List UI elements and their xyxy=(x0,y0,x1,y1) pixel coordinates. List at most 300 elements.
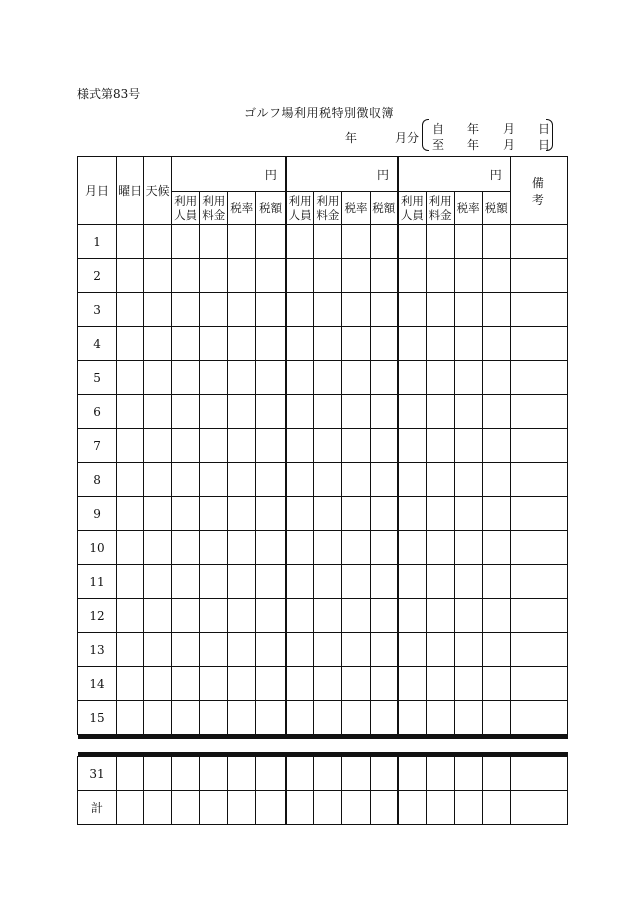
entry-cell[interactable] xyxy=(286,565,314,599)
entry-cell[interactable] xyxy=(286,497,314,531)
entry-cell[interactable] xyxy=(510,463,567,497)
entry-cell[interactable] xyxy=(286,225,314,259)
entry-cell[interactable] xyxy=(370,791,398,825)
entry-cell[interactable] xyxy=(286,429,314,463)
entry-cell[interactable] xyxy=(454,259,482,293)
entry-cell[interactable] xyxy=(342,667,370,701)
entry-cell[interactable] xyxy=(256,259,286,293)
entry-cell[interactable] xyxy=(398,225,426,259)
entry-cell[interactable] xyxy=(370,225,398,259)
entry-cell[interactable] xyxy=(342,429,370,463)
entry-cell[interactable] xyxy=(256,565,286,599)
entry-cell[interactable] xyxy=(398,701,426,735)
entry-cell[interactable] xyxy=(228,361,256,395)
entry-cell[interactable] xyxy=(482,327,510,361)
period-from-label: 自 xyxy=(432,122,445,136)
period-year-label: 年 xyxy=(345,131,358,145)
entry-cell[interactable] xyxy=(314,361,342,395)
entry-cell[interactable] xyxy=(482,497,510,531)
entry-cell[interactable] xyxy=(172,565,200,599)
header-tax-2: 税額 xyxy=(370,192,398,225)
entry-cell[interactable] xyxy=(510,361,567,395)
entry-cell[interactable] xyxy=(370,497,398,531)
entry-cell[interactable] xyxy=(228,531,256,565)
period-from-year: 年 xyxy=(467,122,480,136)
entry-cell[interactable] xyxy=(172,429,200,463)
entry-cell[interactable] xyxy=(342,225,370,259)
entry-cell[interactable] xyxy=(314,565,342,599)
entry-cell[interactable] xyxy=(342,327,370,361)
entry-cell[interactable] xyxy=(286,463,314,497)
day-row xyxy=(78,463,568,497)
entry-cell[interactable] xyxy=(454,361,482,395)
entry-cell[interactable] xyxy=(314,225,342,259)
entry-cell[interactable] xyxy=(426,463,454,497)
row-label: 9 xyxy=(78,497,117,531)
entry-cell[interactable] xyxy=(510,599,567,633)
entry-cell[interactable] xyxy=(398,565,426,599)
entry-cell[interactable] xyxy=(426,429,454,463)
day-row xyxy=(78,429,568,463)
entry-cell[interactable] xyxy=(256,531,286,565)
entry-cell[interactable] xyxy=(510,633,567,667)
entry-cell[interactable] xyxy=(144,531,172,565)
entry-cell[interactable] xyxy=(342,633,370,667)
entry-cell[interactable] xyxy=(228,757,256,791)
header-tax-1: 税額 xyxy=(256,192,286,225)
entry-cell[interactable] xyxy=(228,259,256,293)
entry-cell[interactable] xyxy=(482,225,510,259)
entry-cell[interactable] xyxy=(510,791,567,825)
entry-cell[interactable] xyxy=(200,633,228,667)
row-label: 31 xyxy=(78,757,117,791)
entry-cell[interactable] xyxy=(228,633,256,667)
entry-cell[interactable] xyxy=(256,667,286,701)
entry-cell[interactable] xyxy=(117,531,144,565)
entry-cell[interactable] xyxy=(117,429,144,463)
entry-cell[interactable] xyxy=(482,791,510,825)
entry-cell[interactable] xyxy=(200,327,228,361)
entry-cell[interactable] xyxy=(482,565,510,599)
period-to-year: 年 xyxy=(467,138,480,152)
entry-cell[interactable] xyxy=(342,395,370,429)
entry-cell[interactable] xyxy=(370,327,398,361)
day-row xyxy=(78,701,568,735)
entry-cell[interactable] xyxy=(370,701,398,735)
entry-cell[interactable] xyxy=(342,463,370,497)
row-label: 計 xyxy=(78,791,117,825)
entry-cell[interactable] xyxy=(200,259,228,293)
entry-cell[interactable] xyxy=(228,599,256,633)
entry-cell[interactable] xyxy=(342,565,370,599)
entry-cell[interactable] xyxy=(314,327,342,361)
entry-cell[interactable] xyxy=(256,701,286,735)
row-label: 1 xyxy=(78,225,117,259)
entry-cell[interactable] xyxy=(256,361,286,395)
entry-cell[interactable] xyxy=(426,225,454,259)
row-label: 13 xyxy=(78,633,117,667)
entry-cell[interactable] xyxy=(314,259,342,293)
entry-cell[interactable] xyxy=(228,293,256,327)
entry-cell[interactable] xyxy=(144,225,172,259)
entry-cell[interactable] xyxy=(370,667,398,701)
entry-cell[interactable] xyxy=(256,757,286,791)
entry-cell[interactable] xyxy=(228,395,256,429)
day-row xyxy=(78,361,568,395)
entry-cell[interactable] xyxy=(117,565,144,599)
entry-cell[interactable] xyxy=(286,599,314,633)
entry-cell[interactable] xyxy=(172,791,200,825)
period-from-month: 月 xyxy=(503,122,516,136)
period-from-day: 日 xyxy=(538,122,551,136)
entry-cell[interactable] xyxy=(172,701,200,735)
entry-cell[interactable] xyxy=(342,701,370,735)
row-label: 12 xyxy=(78,599,117,633)
entry-cell[interactable] xyxy=(117,293,144,327)
entry-cell[interactable] xyxy=(398,463,426,497)
day-row xyxy=(78,395,568,429)
entry-cell[interactable] xyxy=(200,667,228,701)
row-label: 4 xyxy=(78,327,117,361)
entry-cell[interactable] xyxy=(200,463,228,497)
entry-cell[interactable] xyxy=(426,565,454,599)
entry-cell[interactable] xyxy=(228,429,256,463)
period-to-label: 至 xyxy=(432,138,445,152)
entry-cell[interactable] xyxy=(172,599,200,633)
day-row xyxy=(78,327,568,361)
entry-cell[interactable] xyxy=(256,463,286,497)
entry-cell[interactable] xyxy=(286,259,314,293)
entry-cell[interactable] xyxy=(117,633,144,667)
entry-cell[interactable] xyxy=(398,633,426,667)
entry-cell[interactable] xyxy=(510,259,567,293)
entry-cell[interactable] xyxy=(314,531,342,565)
entry-cell[interactable] xyxy=(144,259,172,293)
header-users-1: 利用 人員 xyxy=(172,192,200,225)
entry-cell[interactable] xyxy=(398,361,426,395)
entry-cell[interactable] xyxy=(144,667,172,701)
header-yen-group-3: 円 xyxy=(398,157,510,192)
entry-cell[interactable] xyxy=(398,395,426,429)
entry-cell[interactable] xyxy=(482,701,510,735)
entry-cell[interactable] xyxy=(200,361,228,395)
entry-cell[interactable] xyxy=(228,791,256,825)
entry-cell[interactable] xyxy=(482,395,510,429)
entry-cell[interactable] xyxy=(286,791,314,825)
entry-cell[interactable] xyxy=(426,667,454,701)
entry-cell[interactable] xyxy=(454,429,482,463)
entry-cell[interactable] xyxy=(314,429,342,463)
row-label: 7 xyxy=(78,429,117,463)
entry-cell[interactable] xyxy=(454,225,482,259)
entry-cell[interactable] xyxy=(314,293,342,327)
form-number: 様式第83号 xyxy=(77,87,141,101)
entry-cell[interactable] xyxy=(200,599,228,633)
period-to-month: 月 xyxy=(503,138,516,152)
entry-cell[interactable] xyxy=(117,463,144,497)
entry-cell[interactable] xyxy=(370,293,398,327)
entry-cell[interactable] xyxy=(510,757,567,791)
period-month-label: 月分 xyxy=(395,131,420,145)
entry-cell[interactable] xyxy=(398,531,426,565)
entry-cell[interactable] xyxy=(117,791,144,825)
entry-cell[interactable] xyxy=(370,531,398,565)
entry-cell[interactable] xyxy=(117,259,144,293)
entry-cell[interactable] xyxy=(454,327,482,361)
entry-cell[interactable] xyxy=(342,259,370,293)
entry-cell[interactable] xyxy=(200,497,228,531)
entry-cell[interactable] xyxy=(426,327,454,361)
entry-cell[interactable] xyxy=(256,599,286,633)
entry-cell[interactable] xyxy=(200,565,228,599)
entry-cell[interactable] xyxy=(172,667,200,701)
entry-cell[interactable] xyxy=(286,361,314,395)
entry-cell[interactable] xyxy=(200,791,228,825)
entry-cell[interactable] xyxy=(228,565,256,599)
entry-cell[interactable] xyxy=(510,429,567,463)
entry-cell[interactable] xyxy=(117,757,144,791)
entry-cell[interactable] xyxy=(398,293,426,327)
entry-cell[interactable] xyxy=(426,757,454,791)
entry-cell[interactable] xyxy=(426,531,454,565)
entry-cell[interactable] xyxy=(256,395,286,429)
entry-cell[interactable] xyxy=(200,395,228,429)
entry-cell[interactable] xyxy=(144,429,172,463)
entry-cell[interactable] xyxy=(172,463,200,497)
entry-cell[interactable] xyxy=(398,327,426,361)
entry-cell[interactable] xyxy=(200,225,228,259)
entry-cell[interactable] xyxy=(228,225,256,259)
entry-cell[interactable] xyxy=(256,497,286,531)
entry-cell[interactable] xyxy=(256,791,286,825)
entry-cell[interactable] xyxy=(482,463,510,497)
entry-cell[interactable] xyxy=(510,327,567,361)
entry-cell[interactable] xyxy=(510,701,567,735)
entry-cell[interactable] xyxy=(172,327,200,361)
entry-cell[interactable] xyxy=(398,497,426,531)
entry-cell[interactable] xyxy=(370,565,398,599)
entry-cell[interactable] xyxy=(144,701,172,735)
entry-cell[interactable] xyxy=(454,667,482,701)
entry-cell[interactable] xyxy=(228,667,256,701)
entry-cell[interactable] xyxy=(117,395,144,429)
entry-cell[interactable] xyxy=(370,757,398,791)
entry-cell[interactable] xyxy=(117,361,144,395)
entry-cell[interactable] xyxy=(426,361,454,395)
entry-cell[interactable] xyxy=(172,361,200,395)
entry-cell[interactable] xyxy=(482,531,510,565)
entry-cell[interactable] xyxy=(342,293,370,327)
entry-cell[interactable] xyxy=(482,293,510,327)
entry-cell[interactable] xyxy=(144,497,172,531)
entry-cell[interactable] xyxy=(398,429,426,463)
entry-cell[interactable] xyxy=(510,565,567,599)
entry-cell[interactable] xyxy=(286,293,314,327)
entry-cell[interactable] xyxy=(482,429,510,463)
entry-cell[interactable] xyxy=(200,757,228,791)
row-label: 5 xyxy=(78,361,117,395)
entry-cell[interactable] xyxy=(172,225,200,259)
day-row xyxy=(78,531,568,565)
entry-cell[interactable] xyxy=(117,667,144,701)
entry-cell[interactable] xyxy=(256,327,286,361)
entry-cell[interactable] xyxy=(117,327,144,361)
entry-cell[interactable] xyxy=(286,633,314,667)
entry-cell[interactable] xyxy=(228,463,256,497)
entry-cell[interactable] xyxy=(172,395,200,429)
entry-cell[interactable] xyxy=(314,633,342,667)
entry-cell[interactable] xyxy=(228,497,256,531)
entry-cell[interactable] xyxy=(286,701,314,735)
entry-cell[interactable] xyxy=(286,757,314,791)
entry-cell[interactable] xyxy=(144,293,172,327)
entry-cell[interactable] xyxy=(426,599,454,633)
day-row-31 xyxy=(78,757,568,791)
entry-cell[interactable] xyxy=(314,667,342,701)
entry-cell[interactable] xyxy=(454,293,482,327)
entry-cell[interactable] xyxy=(144,565,172,599)
entry-cell[interactable] xyxy=(398,757,426,791)
entry-cell[interactable] xyxy=(314,791,342,825)
entry-cell[interactable] xyxy=(144,395,172,429)
entry-cell[interactable] xyxy=(398,259,426,293)
entry-cell[interactable] xyxy=(117,701,144,735)
entry-cell[interactable] xyxy=(454,633,482,667)
entry-cell[interactable] xyxy=(482,633,510,667)
entry-cell[interactable] xyxy=(426,791,454,825)
entry-cell[interactable] xyxy=(454,565,482,599)
entry-cell[interactable] xyxy=(144,633,172,667)
entry-cell[interactable] xyxy=(172,293,200,327)
row-label: 14 xyxy=(78,667,117,701)
entry-cell[interactable] xyxy=(510,293,567,327)
entry-cell[interactable] xyxy=(200,429,228,463)
entry-cell[interactable] xyxy=(172,259,200,293)
entry-cell[interactable] xyxy=(370,361,398,395)
row-label: 3 xyxy=(78,293,117,327)
entry-cell[interactable] xyxy=(286,327,314,361)
entry-cell[interactable] xyxy=(117,497,144,531)
header-yen-group-2: 円 xyxy=(286,157,398,192)
entry-cell[interactable] xyxy=(144,791,172,825)
row-label: 8 xyxy=(78,463,117,497)
header-fee-2: 利用 料金 xyxy=(314,192,342,225)
entry-cell[interactable] xyxy=(370,599,398,633)
entry-cell[interactable] xyxy=(172,633,200,667)
entry-cell[interactable] xyxy=(370,429,398,463)
header-rate-3: 税率 xyxy=(454,192,482,225)
entry-cell[interactable] xyxy=(454,497,482,531)
entry-cell[interactable] xyxy=(398,667,426,701)
entry-cell[interactable] xyxy=(144,757,172,791)
entry-cell[interactable] xyxy=(482,599,510,633)
entry-cell[interactable] xyxy=(426,293,454,327)
day-row xyxy=(78,633,568,667)
entry-cell[interactable] xyxy=(482,259,510,293)
entry-cell[interactable] xyxy=(200,701,228,735)
entry-cell[interactable] xyxy=(172,757,200,791)
entry-cell[interactable] xyxy=(454,395,482,429)
entry-cell[interactable] xyxy=(426,701,454,735)
entry-cell[interactable] xyxy=(342,531,370,565)
entry-cell[interactable] xyxy=(286,395,314,429)
entry-cell[interactable] xyxy=(172,497,200,531)
entry-cell[interactable] xyxy=(117,599,144,633)
entry-cell[interactable] xyxy=(144,463,172,497)
entry-cell[interactable] xyxy=(342,361,370,395)
entry-cell[interactable] xyxy=(454,791,482,825)
period-brace-left xyxy=(422,119,429,151)
entry-cell[interactable] xyxy=(144,599,172,633)
entry-cell[interactable] xyxy=(426,497,454,531)
entry-cell[interactable] xyxy=(228,701,256,735)
entry-cell[interactable] xyxy=(454,463,482,497)
entry-cell[interactable] xyxy=(510,497,567,531)
entry-cell[interactable] xyxy=(426,633,454,667)
entry-cell[interactable] xyxy=(370,259,398,293)
entry-cell[interactable] xyxy=(314,757,342,791)
day-row xyxy=(78,225,568,259)
entry-cell[interactable] xyxy=(454,757,482,791)
entry-cell[interactable] xyxy=(370,633,398,667)
entry-cell[interactable] xyxy=(286,531,314,565)
entry-cell[interactable] xyxy=(370,463,398,497)
entry-cell[interactable] xyxy=(200,293,228,327)
row-label: 2 xyxy=(78,259,117,293)
entry-cell[interactable] xyxy=(200,531,228,565)
header-fee-1: 利用 料金 xyxy=(200,192,228,225)
entry-cell[interactable] xyxy=(454,701,482,735)
entry-cell[interactable] xyxy=(510,395,567,429)
entry-cell[interactable] xyxy=(426,395,454,429)
entry-cell[interactable] xyxy=(256,633,286,667)
entry-cell[interactable] xyxy=(426,259,454,293)
entry-cell[interactable] xyxy=(342,497,370,531)
entry-cell[interactable] xyxy=(256,293,286,327)
entry-cell[interactable] xyxy=(286,667,314,701)
entry-cell[interactable] xyxy=(314,599,342,633)
entry-cell[interactable] xyxy=(314,701,342,735)
entry-cell[interactable] xyxy=(398,791,426,825)
entry-cell[interactable] xyxy=(370,395,398,429)
entry-cell[interactable] xyxy=(454,599,482,633)
entry-cell[interactable] xyxy=(482,667,510,701)
entry-cell[interactable] xyxy=(342,599,370,633)
entry-cell[interactable] xyxy=(314,463,342,497)
entry-cell[interactable] xyxy=(482,361,510,395)
entry-cell[interactable] xyxy=(144,327,172,361)
entry-cell[interactable] xyxy=(256,225,286,259)
entry-cell[interactable] xyxy=(117,225,144,259)
entry-cell[interactable] xyxy=(256,429,286,463)
entry-cell[interactable] xyxy=(172,531,200,565)
entry-cell[interactable] xyxy=(454,531,482,565)
entry-cell[interactable] xyxy=(510,531,567,565)
row-label: 10 xyxy=(78,531,117,565)
entry-cell[interactable] xyxy=(398,599,426,633)
entry-cell[interactable] xyxy=(510,667,567,701)
entry-cell[interactable] xyxy=(144,361,172,395)
entry-cell[interactable] xyxy=(342,791,370,825)
day-row xyxy=(78,259,568,293)
entry-cell[interactable] xyxy=(314,395,342,429)
entry-cell[interactable] xyxy=(482,757,510,791)
entry-cell[interactable] xyxy=(342,757,370,791)
entry-cell[interactable] xyxy=(228,327,256,361)
header-users-2: 利用 人員 xyxy=(286,192,314,225)
entry-cell[interactable] xyxy=(314,497,342,531)
entry-cell[interactable] xyxy=(510,225,567,259)
